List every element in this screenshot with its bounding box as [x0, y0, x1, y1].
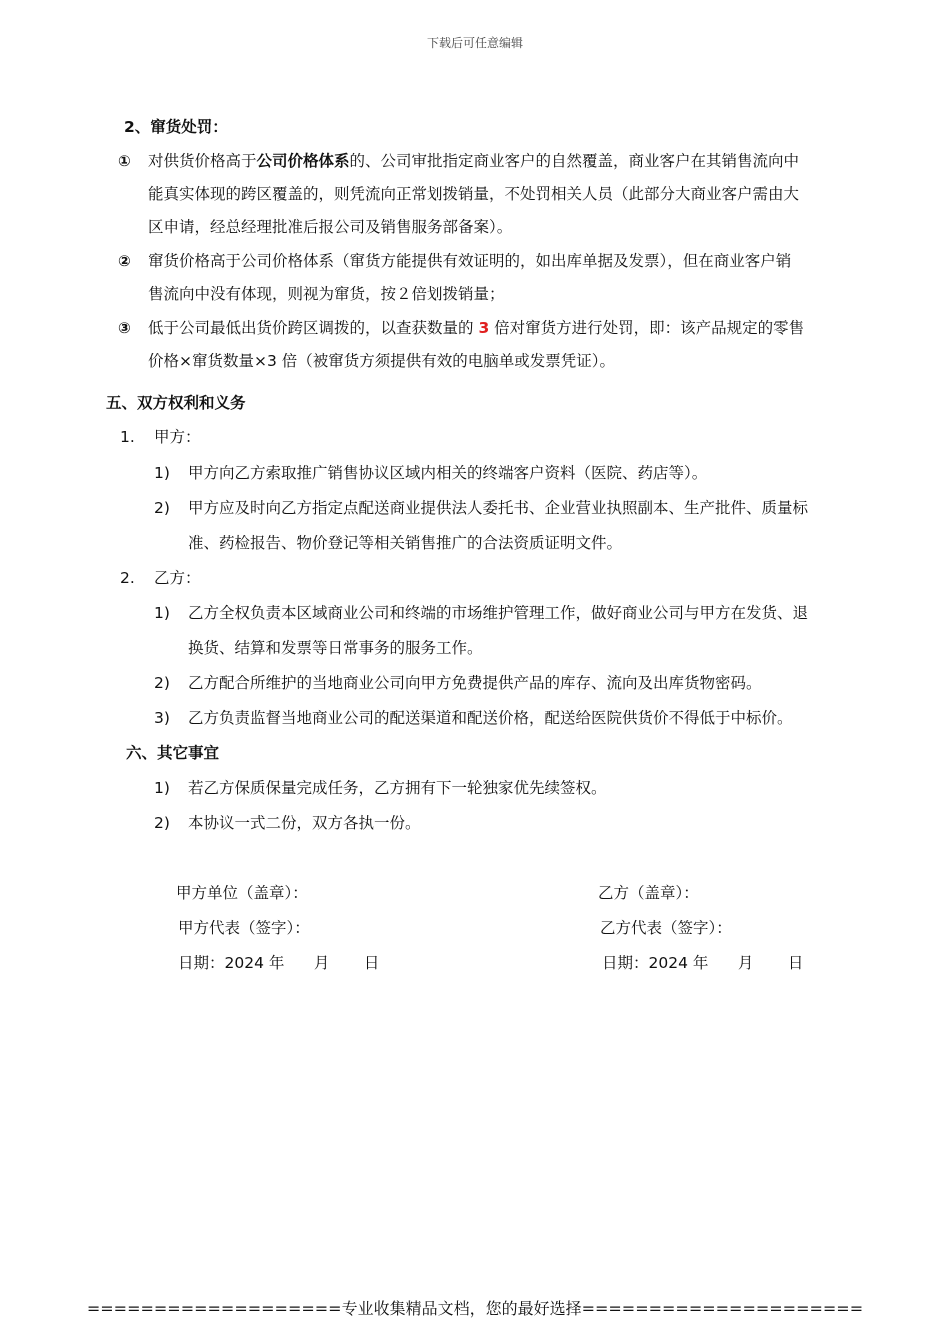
item-1-text-a: 对供货价格高于	[148, 152, 257, 170]
item-3-text-a: 低于公司最低出货价跨区调拨的，以查获数量的	[148, 319, 479, 337]
party-a-representative: 甲方代表（签字）：	[178, 919, 310, 937]
header-note: 下载后可任意编辑	[426, 36, 523, 50]
item-2-line-2: 售流向中没有体现，则视为窜货，按２倍划拨销量；	[148, 285, 505, 303]
party-a-item-2-line-2: 准、药检报告、物价登记等相关销售推广的合法资质证明文件。	[188, 534, 623, 552]
item-1-line-2: 能真实体现的跨区覆盖的，则凭流向正常划拨销量，不处罚相关人员（此部分大商业客户需由大	[148, 185, 800, 203]
party-b-item-2-number: 2)	[154, 674, 170, 692]
party-b-item-3-text: 乙方负责监督当地商业公司的配送渠道和配送价格，配送给医院供货价不得低于中标价。	[188, 709, 793, 727]
party-a-label: 甲方：	[154, 428, 201, 446]
item-3-line-1	[148, 311, 804, 345]
party-a-item-2-number: 2)	[154, 499, 170, 517]
item-1-line-3: 区申请，经总经理批准后报公司及销售服务部备案）。	[148, 218, 513, 236]
party-b-representative: 乙方代表（签字）：	[600, 919, 732, 937]
other-item-2-number: 2)	[154, 814, 170, 832]
multiplier-highlight: 3	[478, 319, 490, 337]
item-3-line-2: 价格×窜货数量×3 倍（被窜货方须提供有效的电脑单或发票凭证）。	[148, 352, 616, 370]
party-a-item-1-number: 1)	[154, 464, 170, 482]
party-b-item-1-line-2: 换货、结算和发票等日常事务的服务工作。	[188, 639, 483, 657]
party-b-number: 2.	[120, 569, 135, 587]
party-a-item-1-text: 甲方向乙方索取推广销售协议区域内相关的终端客户资料（医院、药店等）。	[188, 464, 708, 482]
other-item-2-text: 本协议一式二份，双方各执一份。	[188, 814, 421, 832]
section-2-heading: 2、窜货处罚：	[124, 118, 228, 136]
footer-banner: ===================专业收集精品文档，您的最好选择=====================	[86, 1299, 864, 1318]
item-1-line-1	[148, 144, 799, 178]
party-b-item-2-text: 乙方配合所维护的当地商业公司向甲方免费提供产品的库存、流向及出库货物密码。	[188, 674, 762, 692]
party-b-item-1-line-1: 乙方全权负责本区域商业公司和终端的市场维护管理工作，做好商业公司与甲方在发货、退	[188, 604, 809, 622]
party-b-item-3-number: 3)	[154, 709, 170, 727]
party-b-seal: 乙方（盖章）：	[598, 884, 699, 902]
party-b-item-1-number: 1)	[154, 604, 170, 622]
section-5-heading: 五、双方权利和义务	[106, 394, 246, 412]
item-3-marker: ③	[118, 319, 131, 337]
item-1-marker: ①	[118, 152, 131, 170]
party-b-date: 日期：2024 年 月 日	[602, 954, 804, 972]
item-3-text-b: 倍对窜货方进行处罚，即：该产品规定的零售	[489, 319, 805, 337]
party-a-number: 1.	[120, 428, 135, 446]
party-a-date: 日期：2024 年 月 日	[178, 954, 380, 972]
item-1-text-b: 的、公司审批指定商业客户的自然覆盖，商业客户在其销售流向中	[349, 152, 800, 170]
party-b-label: 乙方：	[154, 569, 201, 587]
other-item-1-number: 1)	[154, 779, 170, 797]
item-2-marker: ②	[118, 252, 131, 270]
other-item-1-text: 若乙方保质保量完成任务，乙方拥有下一轮独家优先续签权。	[188, 779, 607, 797]
item-2-line-1: 窜货价格高于公司价格体系（窜货方能提供有效证明的，如出库单据及发票），但在商业客户销	[148, 252, 792, 270]
party-a-unit-seal: 甲方单位（盖章）：	[176, 884, 308, 902]
party-a-item-2-line-1: 甲方应及时向乙方指定点配送商业提供法人委托书、企业营业执照副本、生产批件、质量标	[188, 499, 809, 517]
company-price-system: 公司价格体系	[256, 152, 350, 170]
section-6-heading: 六、其它事宜	[126, 744, 220, 762]
